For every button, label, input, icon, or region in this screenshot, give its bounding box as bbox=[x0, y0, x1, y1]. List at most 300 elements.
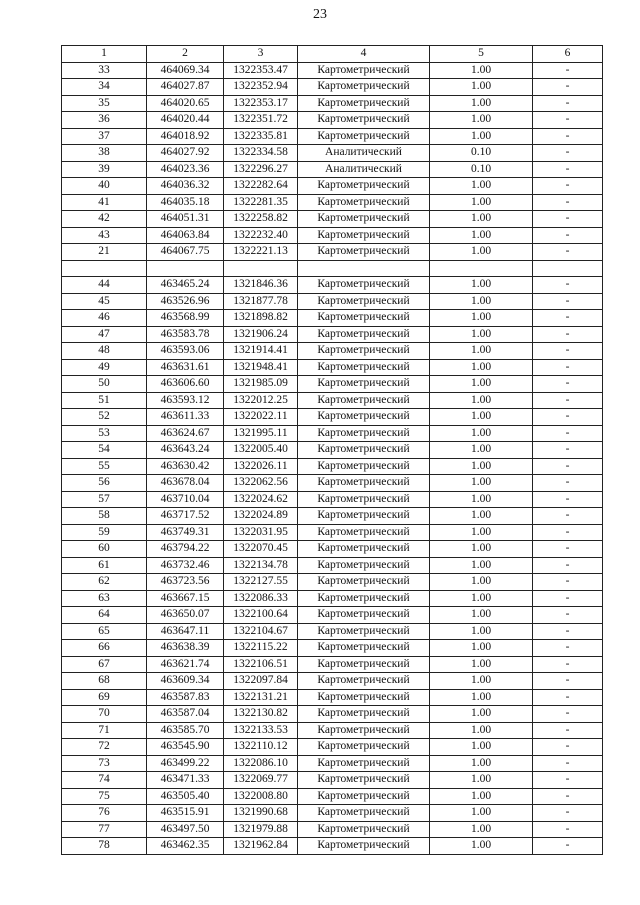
x-coordinate-cell: 463650.07 bbox=[147, 607, 224, 624]
note-cell: - bbox=[533, 425, 603, 442]
table-row bbox=[62, 359, 603, 376]
point-number-cell: 66 bbox=[62, 640, 147, 657]
x-coordinate-cell: 464027.87 bbox=[147, 79, 224, 96]
accuracy-cell: 1.00 bbox=[430, 310, 533, 327]
x-coordinate-cell: 463638.39 bbox=[147, 640, 224, 657]
point-number-cell: 77 bbox=[62, 821, 147, 838]
note-cell: - bbox=[533, 755, 603, 772]
note-cell: - bbox=[533, 739, 603, 756]
x-coordinate-cell: 463643.24 bbox=[147, 442, 224, 459]
accuracy-cell: 1.00 bbox=[430, 326, 533, 343]
method-cell: Картометрический bbox=[298, 425, 430, 442]
accuracy-cell: 1.00 bbox=[430, 623, 533, 640]
x-coordinate-cell: 463583.78 bbox=[147, 326, 224, 343]
note-cell: - bbox=[533, 409, 603, 426]
accuracy-cell: 1.00 bbox=[430, 343, 533, 360]
table-row bbox=[62, 590, 603, 607]
x-coordinate-cell: 464063.84 bbox=[147, 227, 224, 244]
y-coordinate-cell: 1322097.84 bbox=[224, 673, 298, 690]
table-row bbox=[62, 326, 603, 343]
table-row bbox=[62, 211, 603, 228]
point-number-cell: 64 bbox=[62, 607, 147, 624]
table-row bbox=[62, 145, 603, 162]
table-row bbox=[62, 821, 603, 838]
x-coordinate-cell: 463526.96 bbox=[147, 293, 224, 310]
y-coordinate-cell: 1322130.82 bbox=[224, 706, 298, 723]
note-cell: - bbox=[533, 821, 603, 838]
x-coordinate-cell: 463710.04 bbox=[147, 491, 224, 508]
note-cell: - bbox=[533, 524, 603, 541]
accuracy-cell: 1.00 bbox=[430, 293, 533, 310]
point-number-cell: 38 bbox=[62, 145, 147, 162]
accuracy-cell: 1.00 bbox=[430, 673, 533, 690]
point-number-cell: 71 bbox=[62, 722, 147, 739]
point-number-cell: 50 bbox=[62, 376, 147, 393]
x-coordinate-cell: 463606.60 bbox=[147, 376, 224, 393]
accuracy-cell: 1.00 bbox=[430, 62, 533, 79]
table-row bbox=[62, 805, 603, 822]
note-cell: - bbox=[533, 277, 603, 294]
accuracy-cell: 1.00 bbox=[430, 656, 533, 673]
method-cell: Картометрический bbox=[298, 673, 430, 690]
table-row bbox=[62, 409, 603, 426]
table-row bbox=[62, 722, 603, 739]
note-cell: - bbox=[533, 722, 603, 739]
accuracy-cell: 1.00 bbox=[430, 442, 533, 459]
accuracy-cell: 1.00 bbox=[430, 755, 533, 772]
note-cell: - bbox=[533, 623, 603, 640]
method-cell: Картометрический bbox=[298, 772, 430, 789]
accuracy-cell: 1.00 bbox=[430, 178, 533, 195]
x-coordinate-cell: 463647.11 bbox=[147, 623, 224, 640]
accuracy-cell: 1.00 bbox=[430, 821, 533, 838]
accuracy-cell: 0.10 bbox=[430, 145, 533, 162]
accuracy-cell: 1.00 bbox=[430, 706, 533, 723]
x-coordinate-cell: 463630.42 bbox=[147, 458, 224, 475]
method-cell: Картометрический bbox=[298, 475, 430, 492]
note-cell: - bbox=[533, 376, 603, 393]
accuracy-cell: 1.00 bbox=[430, 359, 533, 376]
accuracy-cell: 0.10 bbox=[430, 161, 533, 178]
method-cell: Картометрический bbox=[298, 508, 430, 525]
point-number-cell: 40 bbox=[62, 178, 147, 195]
accuracy-cell: 1.00 bbox=[430, 541, 533, 558]
table-row bbox=[62, 524, 603, 541]
y-coordinate-cell: 1322334.58 bbox=[224, 145, 298, 162]
table-row bbox=[62, 838, 603, 855]
accuracy-cell: 1.00 bbox=[430, 722, 533, 739]
note-cell: - bbox=[533, 326, 603, 343]
accuracy-cell: 1.00 bbox=[430, 689, 533, 706]
y-coordinate-cell: 1322026.11 bbox=[224, 458, 298, 475]
x-coordinate-cell: 464020.65 bbox=[147, 95, 224, 112]
y-coordinate-cell: 1322062.56 bbox=[224, 475, 298, 492]
method-cell: Картометрический bbox=[298, 178, 430, 195]
method-cell: Картометрический bbox=[298, 607, 430, 624]
method-cell: Аналитический bbox=[298, 145, 430, 162]
point-number-cell: 67 bbox=[62, 656, 147, 673]
point-number-cell bbox=[62, 260, 147, 277]
point-number-cell: 58 bbox=[62, 508, 147, 525]
table-row bbox=[62, 739, 603, 756]
point-number-cell: 45 bbox=[62, 293, 147, 310]
accuracy-cell: 1.00 bbox=[430, 805, 533, 822]
table-row bbox=[62, 689, 603, 706]
x-coordinate-cell: 464035.18 bbox=[147, 194, 224, 211]
y-coordinate-cell: 1322353.47 bbox=[224, 62, 298, 79]
accuracy-cell: 1.00 bbox=[430, 409, 533, 426]
method-cell: Картометрический bbox=[298, 739, 430, 756]
y-coordinate-cell: 1322296.27 bbox=[224, 161, 298, 178]
x-coordinate-cell: 463624.67 bbox=[147, 425, 224, 442]
y-coordinate-cell: 1322131.21 bbox=[224, 689, 298, 706]
method-cell: Картометрический bbox=[298, 277, 430, 294]
method-cell: Картометрический bbox=[298, 95, 430, 112]
accuracy-cell: 1.00 bbox=[430, 425, 533, 442]
point-number-cell: 33 bbox=[62, 62, 147, 79]
page-number: 23 bbox=[313, 7, 327, 22]
accuracy-cell: 1.00 bbox=[430, 392, 533, 409]
point-number-cell: 61 bbox=[62, 557, 147, 574]
point-number-cell: 56 bbox=[62, 475, 147, 492]
method-cell: Картометрический bbox=[298, 838, 430, 855]
method-cell: Картометрический bbox=[298, 293, 430, 310]
point-number-cell: 69 bbox=[62, 689, 147, 706]
table-row bbox=[62, 475, 603, 492]
table-row bbox=[62, 260, 603, 277]
x-coordinate-cell: 463585.70 bbox=[147, 722, 224, 739]
accuracy-cell: 1.00 bbox=[430, 508, 533, 525]
table-row bbox=[62, 161, 603, 178]
accuracy-cell: 1.00 bbox=[430, 788, 533, 805]
x-coordinate-cell: 463593.06 bbox=[147, 343, 224, 360]
y-coordinate-cell: 1322110.12 bbox=[224, 739, 298, 756]
point-number-cell: 72 bbox=[62, 739, 147, 756]
note-cell: - bbox=[533, 227, 603, 244]
table-row bbox=[62, 656, 603, 673]
table-row bbox=[62, 178, 603, 195]
method-cell: Картометрический bbox=[298, 326, 430, 343]
point-number-cell: 70 bbox=[62, 706, 147, 723]
table-row bbox=[62, 557, 603, 574]
y-coordinate-cell: 1321979.88 bbox=[224, 821, 298, 838]
method-cell: Картометрический bbox=[298, 128, 430, 145]
note-cell: - bbox=[533, 706, 603, 723]
y-coordinate-cell: 1322008.80 bbox=[224, 788, 298, 805]
y-coordinate-cell: 1321906.24 bbox=[224, 326, 298, 343]
accuracy-cell: 1.00 bbox=[430, 244, 533, 261]
y-coordinate-cell: 1322133.53 bbox=[224, 722, 298, 739]
table-row bbox=[62, 194, 603, 211]
x-coordinate-cell: 464027.92 bbox=[147, 145, 224, 162]
accuracy-cell: 1.00 bbox=[430, 491, 533, 508]
x-coordinate-cell: 463749.31 bbox=[147, 524, 224, 541]
y-coordinate-cell: 1322022.11 bbox=[224, 409, 298, 426]
y-coordinate-cell: 1322221.13 bbox=[224, 244, 298, 261]
point-number-cell: 53 bbox=[62, 425, 147, 442]
accuracy-cell: 1.00 bbox=[430, 277, 533, 294]
y-coordinate-cell: 1322134.78 bbox=[224, 557, 298, 574]
accuracy-cell: 1.00 bbox=[430, 376, 533, 393]
table-row bbox=[62, 128, 603, 145]
method-cell: Картометрический bbox=[298, 590, 430, 607]
y-coordinate-cell bbox=[224, 260, 298, 277]
accuracy-cell: 1.00 bbox=[430, 112, 533, 129]
table-row bbox=[62, 425, 603, 442]
table-row bbox=[62, 244, 603, 261]
accuracy-cell: 1.00 bbox=[430, 557, 533, 574]
method-cell: Картометрический bbox=[298, 821, 430, 838]
method-cell: Картометрический bbox=[298, 244, 430, 261]
method-cell: Картометрический bbox=[298, 392, 430, 409]
point-number-cell: 55 bbox=[62, 458, 147, 475]
accuracy-cell: 1.00 bbox=[430, 79, 533, 96]
table-row bbox=[62, 62, 603, 79]
point-number-cell: 36 bbox=[62, 112, 147, 129]
accuracy-cell: 1.00 bbox=[430, 194, 533, 211]
method-cell: Картометрический bbox=[298, 541, 430, 558]
point-number-cell: 34 bbox=[62, 79, 147, 96]
accuracy-cell: 1.00 bbox=[430, 838, 533, 855]
x-coordinate-cell: 463794.22 bbox=[147, 541, 224, 558]
note-cell: - bbox=[533, 62, 603, 79]
header-cell-6: 6 bbox=[533, 46, 603, 63]
header-cell-1: 1 bbox=[62, 46, 147, 63]
table-row bbox=[62, 95, 603, 112]
point-number-cell: 49 bbox=[62, 359, 147, 376]
method-cell: Картометрический bbox=[298, 640, 430, 657]
method-cell: Картометрический bbox=[298, 343, 430, 360]
accuracy-cell: 1.00 bbox=[430, 524, 533, 541]
method-cell: Картометрический bbox=[298, 722, 430, 739]
point-number-cell: 48 bbox=[62, 343, 147, 360]
y-coordinate-cell: 1322127.55 bbox=[224, 574, 298, 591]
note-cell: - bbox=[533, 475, 603, 492]
method-cell: Аналитический bbox=[298, 161, 430, 178]
note-cell: - bbox=[533, 442, 603, 459]
table-row bbox=[62, 458, 603, 475]
y-coordinate-cell: 1322281.35 bbox=[224, 194, 298, 211]
y-coordinate-cell: 1321962.84 bbox=[224, 838, 298, 855]
note-cell: - bbox=[533, 392, 603, 409]
point-number-cell: 63 bbox=[62, 590, 147, 607]
x-coordinate-cell: 463497.50 bbox=[147, 821, 224, 838]
x-coordinate-cell: 463505.40 bbox=[147, 788, 224, 805]
note-cell: - bbox=[533, 293, 603, 310]
y-coordinate-cell: 1322335.81 bbox=[224, 128, 298, 145]
table-row bbox=[62, 392, 603, 409]
coordinates-table bbox=[61, 45, 603, 855]
y-coordinate-cell: 1322031.95 bbox=[224, 524, 298, 541]
x-coordinate-cell: 464020.44 bbox=[147, 112, 224, 129]
point-number-cell: 52 bbox=[62, 409, 147, 426]
accuracy-cell bbox=[430, 260, 533, 277]
table-row bbox=[62, 607, 603, 624]
y-coordinate-cell: 1322012.25 bbox=[224, 392, 298, 409]
y-coordinate-cell: 1322104.67 bbox=[224, 623, 298, 640]
table-row bbox=[62, 79, 603, 96]
note-cell: - bbox=[533, 112, 603, 129]
x-coordinate-cell: 463732.46 bbox=[147, 557, 224, 574]
point-number-cell: 37 bbox=[62, 128, 147, 145]
note-cell: - bbox=[533, 788, 603, 805]
y-coordinate-cell: 1322353.17 bbox=[224, 95, 298, 112]
accuracy-cell: 1.00 bbox=[430, 607, 533, 624]
note-cell: - bbox=[533, 574, 603, 591]
point-number-cell: 59 bbox=[62, 524, 147, 541]
x-coordinate-cell: 464018.92 bbox=[147, 128, 224, 145]
method-cell: Картометрический bbox=[298, 227, 430, 244]
method-cell: Картометрический bbox=[298, 442, 430, 459]
point-number-cell: 44 bbox=[62, 277, 147, 294]
method-cell: Картометрический bbox=[298, 755, 430, 772]
header-cell-3: 3 bbox=[224, 46, 298, 63]
note-cell: - bbox=[533, 607, 603, 624]
x-coordinate-cell: 463471.33 bbox=[147, 772, 224, 789]
y-coordinate-cell: 1322024.62 bbox=[224, 491, 298, 508]
table-row bbox=[62, 293, 603, 310]
table-row bbox=[62, 343, 603, 360]
accuracy-cell: 1.00 bbox=[430, 739, 533, 756]
note-cell: - bbox=[533, 541, 603, 558]
point-number-cell: 51 bbox=[62, 392, 147, 409]
x-coordinate-cell: 464069.34 bbox=[147, 62, 224, 79]
note-cell: - bbox=[533, 244, 603, 261]
note-cell: - bbox=[533, 838, 603, 855]
y-coordinate-cell: 1322005.40 bbox=[224, 442, 298, 459]
method-cell: Картометрический bbox=[298, 310, 430, 327]
y-coordinate-cell: 1322351.72 bbox=[224, 112, 298, 129]
table-row bbox=[62, 508, 603, 525]
note-cell: - bbox=[533, 673, 603, 690]
x-coordinate-cell: 463621.74 bbox=[147, 656, 224, 673]
accuracy-cell: 1.00 bbox=[430, 475, 533, 492]
point-number-cell: 21 bbox=[62, 244, 147, 261]
method-cell: Картометрический bbox=[298, 62, 430, 79]
accuracy-cell: 1.00 bbox=[430, 211, 533, 228]
point-number-cell: 75 bbox=[62, 788, 147, 805]
point-number-cell: 41 bbox=[62, 194, 147, 211]
point-number-cell: 54 bbox=[62, 442, 147, 459]
method-cell: Картометрический bbox=[298, 689, 430, 706]
note-cell: - bbox=[533, 79, 603, 96]
point-number-cell: 78 bbox=[62, 838, 147, 855]
note-cell: - bbox=[533, 689, 603, 706]
y-coordinate-cell: 1322106.51 bbox=[224, 656, 298, 673]
table-row bbox=[62, 277, 603, 294]
point-number-cell: 76 bbox=[62, 805, 147, 822]
y-coordinate-cell: 1322115.22 bbox=[224, 640, 298, 657]
point-number-cell: 62 bbox=[62, 574, 147, 591]
note-cell: - bbox=[533, 491, 603, 508]
point-number-cell: 39 bbox=[62, 161, 147, 178]
note-cell: - bbox=[533, 508, 603, 525]
point-number-cell: 43 bbox=[62, 227, 147, 244]
note-cell: - bbox=[533, 128, 603, 145]
x-coordinate-cell: 463499.22 bbox=[147, 755, 224, 772]
y-coordinate-cell: 1321846.36 bbox=[224, 277, 298, 294]
table-row bbox=[62, 623, 603, 640]
note-cell: - bbox=[533, 145, 603, 162]
point-number-cell: 46 bbox=[62, 310, 147, 327]
method-cell: Картометрический bbox=[298, 194, 430, 211]
table-row bbox=[62, 574, 603, 591]
method-cell: Картометрический bbox=[298, 376, 430, 393]
note-cell: - bbox=[533, 359, 603, 376]
note-cell: - bbox=[533, 656, 603, 673]
accuracy-cell: 1.00 bbox=[430, 458, 533, 475]
method-cell: Картометрический bbox=[298, 656, 430, 673]
method-cell: Картометрический bbox=[298, 79, 430, 96]
point-number-cell: 68 bbox=[62, 673, 147, 690]
method-cell bbox=[298, 260, 430, 277]
table-header-row bbox=[62, 46, 603, 63]
x-coordinate-cell: 464023.36 bbox=[147, 161, 224, 178]
x-coordinate-cell: 463678.04 bbox=[147, 475, 224, 492]
y-coordinate-cell: 1321985.09 bbox=[224, 376, 298, 393]
note-cell: - bbox=[533, 211, 603, 228]
header-cell-4: 4 bbox=[298, 46, 430, 63]
x-coordinate-cell: 463593.12 bbox=[147, 392, 224, 409]
table-row bbox=[62, 788, 603, 805]
y-coordinate-cell: 1322282.64 bbox=[224, 178, 298, 195]
table-row bbox=[62, 755, 603, 772]
note-cell: - bbox=[533, 557, 603, 574]
y-coordinate-cell: 1321948.41 bbox=[224, 359, 298, 376]
y-coordinate-cell: 1321898.82 bbox=[224, 310, 298, 327]
table-row bbox=[62, 376, 603, 393]
x-coordinate-cell: 463568.99 bbox=[147, 310, 224, 327]
x-coordinate-cell: 463587.83 bbox=[147, 689, 224, 706]
y-coordinate-cell: 1322352.94 bbox=[224, 79, 298, 96]
method-cell: Картометрический bbox=[298, 491, 430, 508]
x-coordinate-cell: 463545.90 bbox=[147, 739, 224, 756]
accuracy-cell: 1.00 bbox=[430, 640, 533, 657]
header-cell-2: 2 bbox=[147, 46, 224, 63]
method-cell: Картометрический bbox=[298, 623, 430, 640]
method-cell: Картометрический bbox=[298, 409, 430, 426]
table-row bbox=[62, 310, 603, 327]
note-cell: - bbox=[533, 95, 603, 112]
accuracy-cell: 1.00 bbox=[430, 95, 533, 112]
y-coordinate-cell: 1322069.77 bbox=[224, 772, 298, 789]
y-coordinate-cell: 1322232.40 bbox=[224, 227, 298, 244]
table-row bbox=[62, 706, 603, 723]
accuracy-cell: 1.00 bbox=[430, 128, 533, 145]
point-number-cell: 60 bbox=[62, 541, 147, 558]
y-coordinate-cell: 1322086.10 bbox=[224, 755, 298, 772]
method-cell: Картометрический bbox=[298, 574, 430, 591]
y-coordinate-cell: 1322024.89 bbox=[224, 508, 298, 525]
y-coordinate-cell: 1322070.45 bbox=[224, 541, 298, 558]
method-cell: Картометрический bbox=[298, 706, 430, 723]
table-row bbox=[62, 491, 603, 508]
table-row bbox=[62, 112, 603, 129]
x-coordinate-cell: 463465.24 bbox=[147, 277, 224, 294]
y-coordinate-cell: 1321995.11 bbox=[224, 425, 298, 442]
point-number-cell: 65 bbox=[62, 623, 147, 640]
note-cell: - bbox=[533, 194, 603, 211]
note-cell: - bbox=[533, 310, 603, 327]
method-cell: Картометрический bbox=[298, 788, 430, 805]
x-coordinate-cell: 463717.52 bbox=[147, 508, 224, 525]
note-cell: - bbox=[533, 178, 603, 195]
table-body bbox=[62, 46, 603, 855]
x-coordinate-cell: 463631.61 bbox=[147, 359, 224, 376]
note-cell: - bbox=[533, 590, 603, 607]
y-coordinate-cell: 1321914.41 bbox=[224, 343, 298, 360]
x-coordinate-cell: 464051.31 bbox=[147, 211, 224, 228]
